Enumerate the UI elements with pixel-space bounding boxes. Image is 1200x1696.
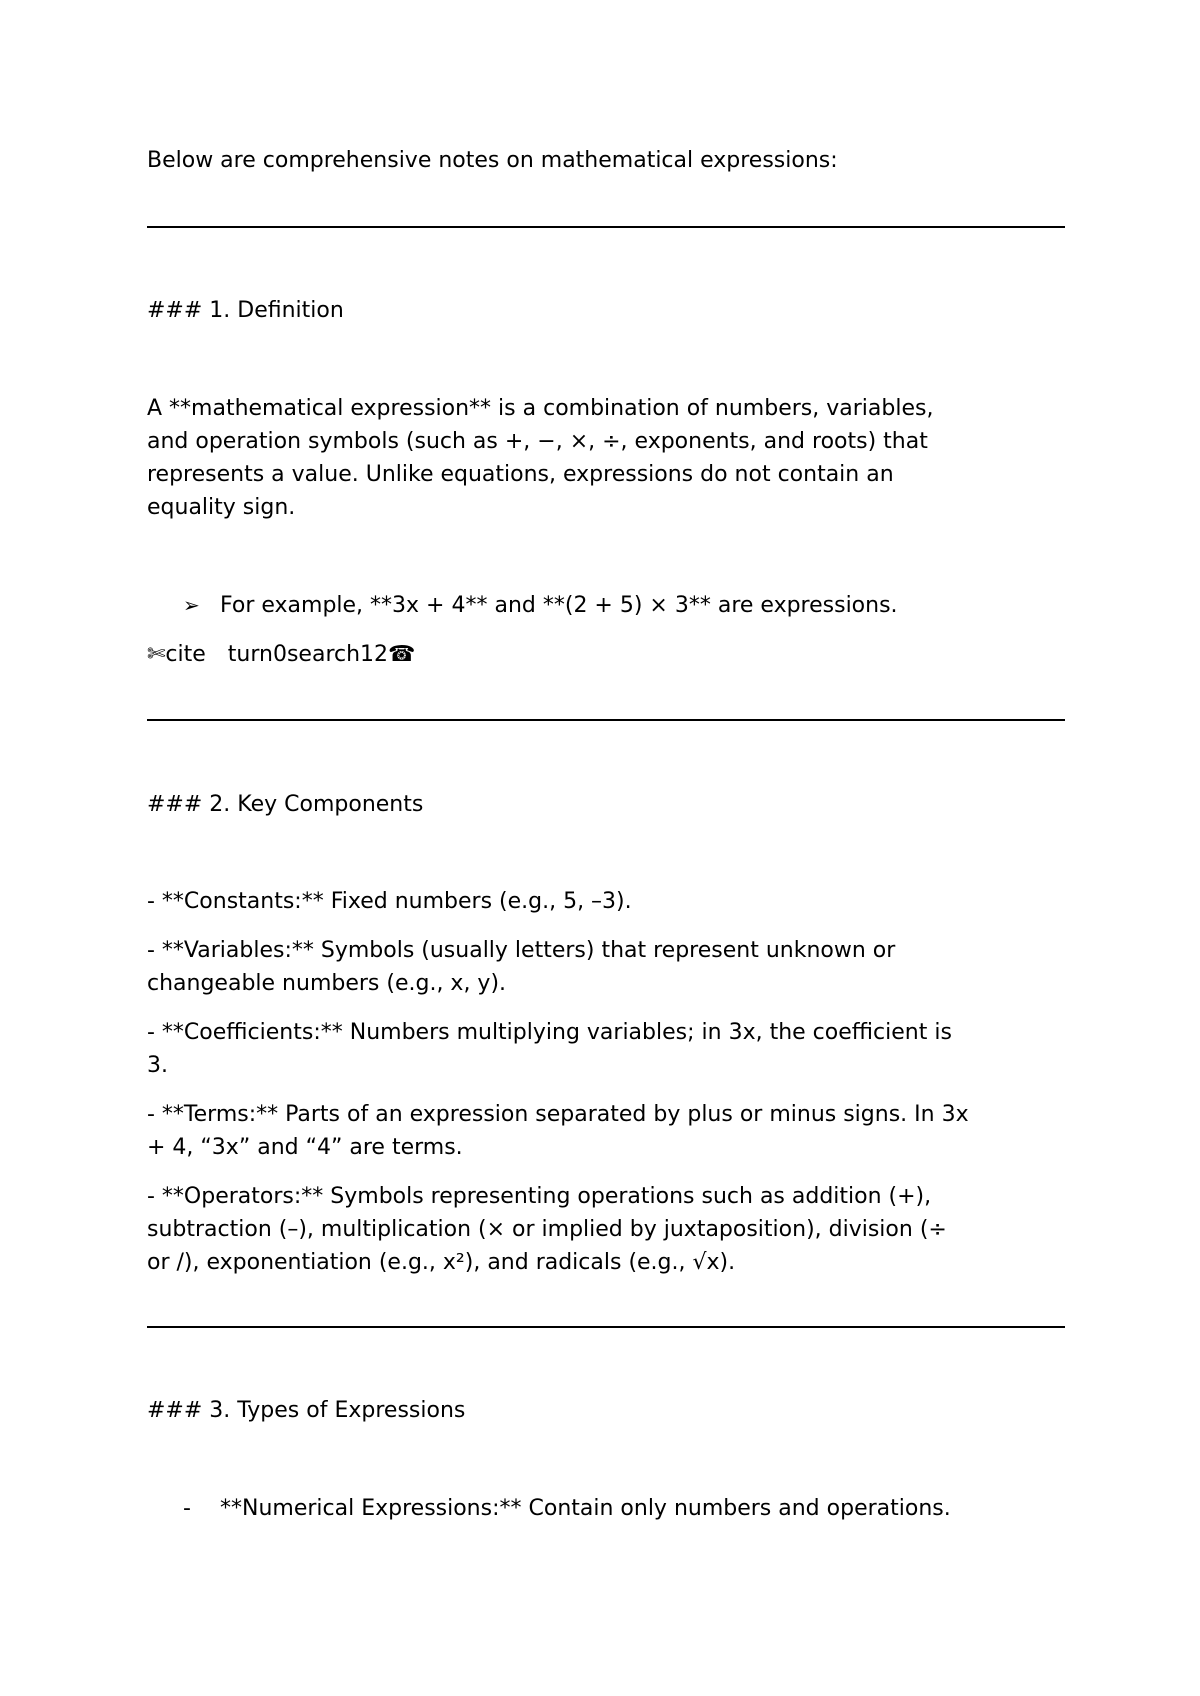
citation-text: ✄cite turn0search12☎ bbox=[147, 642, 416, 667]
horizontal-rule bbox=[147, 719, 1065, 721]
section-heading-types: ### 3. Types of Expressions bbox=[147, 1398, 466, 1423]
type-numerical-expressions: **Numerical Expressions:** Contain only numbers and operations. bbox=[220, 1496, 951, 1521]
definition-line-3: represents a value. Unlike equations, expressions do not contain an bbox=[147, 462, 894, 487]
component-constants: - **Constants:** Fixed numbers (e.g., 5, –3). bbox=[147, 889, 632, 914]
section-heading-components: ### 2. Key Components bbox=[147, 792, 424, 817]
component-variables-line-1: - **Variables:** Symbols (usually letters) that represent unknown or bbox=[147, 938, 896, 963]
intro-text: Below are comprehensive notes on mathematical expressions: bbox=[147, 148, 838, 173]
component-coefficients-line-2: 3. bbox=[147, 1053, 168, 1078]
component-operators-line-2: subtraction (–), multiplication (× or implied by juxtaposition), division (÷ bbox=[147, 1217, 947, 1242]
component-operators-line-3: or /), exponentiation (e.g., x²), and radicals (e.g., √x). bbox=[147, 1250, 736, 1275]
definition-line-4: equality sign. bbox=[147, 495, 296, 520]
component-operators-line-1: - **Operators:** Symbols representing operations such as addition (+), bbox=[147, 1184, 932, 1209]
component-coefficients-line-1: - **Coefficients:** Numbers multiplying variables; in 3x, the coefficient is bbox=[147, 1020, 952, 1045]
component-terms-line-1: - **Terms:** Parts of an expression separated by plus or minus signs. In 3x bbox=[147, 1102, 969, 1127]
horizontal-rule bbox=[147, 226, 1065, 228]
example-text: For example, **3x + 4** and **(2 + 5) × 3** are expressions. bbox=[220, 593, 898, 618]
component-terms-line-2: + 4, “3x” and “4” are terms. bbox=[147, 1135, 463, 1160]
arrow-bullet-icon: ➢ bbox=[183, 593, 200, 617]
definition-line-1: A **mathematical expression** is a combination of numbers, variables, bbox=[147, 396, 934, 421]
component-variables-line-2: changeable numbers (e.g., x, y). bbox=[147, 971, 507, 996]
dash-bullet: - bbox=[183, 1496, 191, 1521]
definition-line-2: and operation symbols (such as +, −, ×, ÷, exponents, and roots) that bbox=[147, 429, 928, 454]
section-heading-definition: ### 1. Definition bbox=[147, 298, 344, 323]
horizontal-rule bbox=[147, 1326, 1065, 1328]
